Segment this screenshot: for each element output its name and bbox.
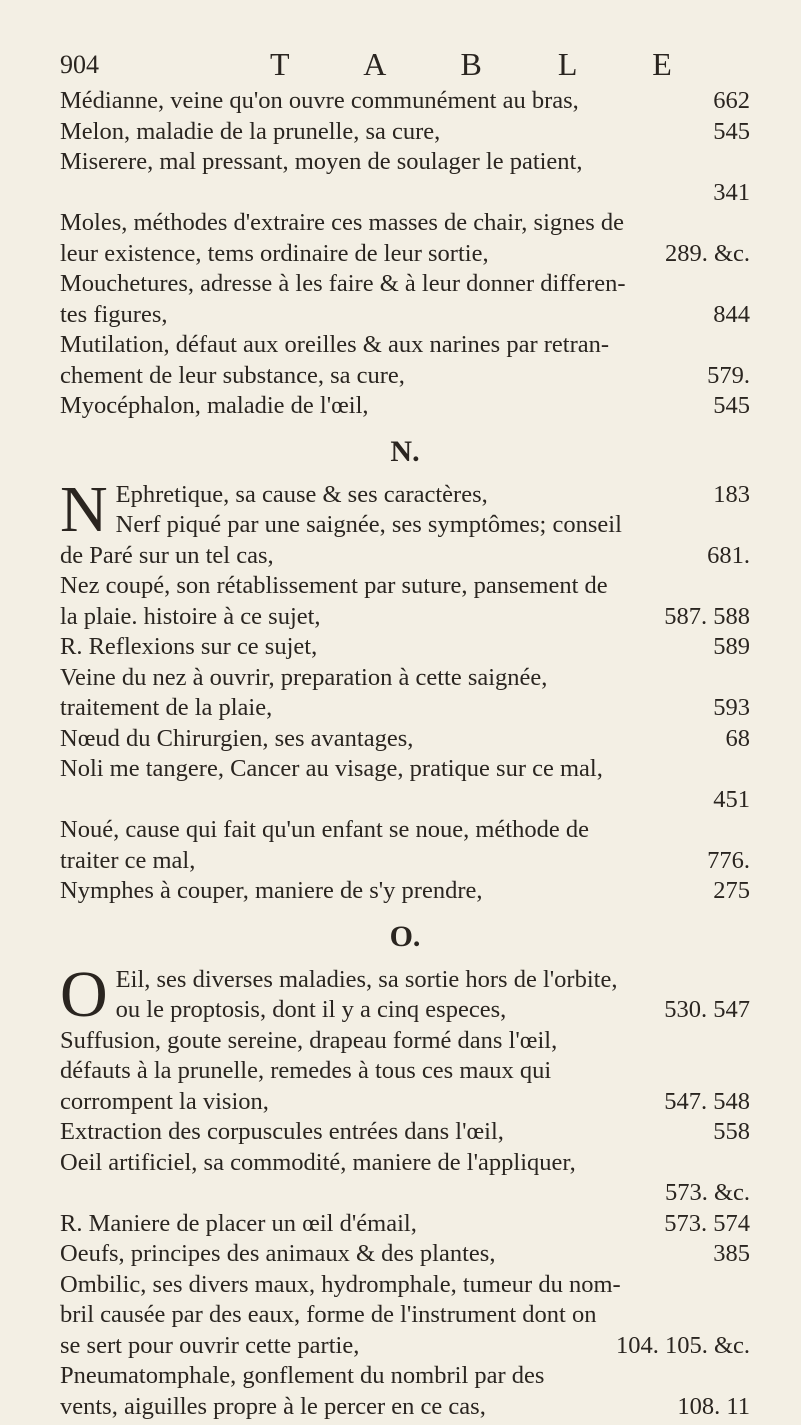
index-entry (60, 1239, 750, 1270)
entry-text: Nœud du Chirurgien, ses avantages, (60, 724, 414, 752)
entry-text: Mouchetures, adresse à les faire & à leur donner differen- (60, 270, 626, 297)
entry-text: de Paré sur un tel cas, (60, 541, 274, 569)
entry-ref: 530. 547 (664, 996, 750, 1023)
index-entry (60, 1270, 750, 1301)
index-entry (60, 361, 750, 392)
entry-text: Moles, méthodes d'extraire ces masses de chair, signes de (60, 209, 625, 236)
entry-text: Nerf piqué par une saignée, ses symptômes; conseil (115, 511, 622, 538)
index-entry (60, 391, 750, 422)
entry-ref: 385 (713, 1240, 750, 1267)
index-entry (60, 1209, 750, 1240)
entry-ref: 68 (725, 724, 750, 752)
index-entry (60, 602, 750, 633)
index-entry (60, 1087, 750, 1118)
section-letter-o: O. (389, 919, 421, 953)
index-entry (60, 117, 750, 148)
index-entry (60, 663, 750, 694)
entry-text: Noli me tangere, Cancer au visage, pratique sur ce mal, (60, 755, 603, 782)
index-entry (60, 1361, 750, 1392)
entry-ref: 108. 11 (677, 1392, 750, 1420)
entry-text: R. Reflexions sur ce sujet, (60, 633, 318, 660)
entry-text: Oeil artificiel, sa commodité, maniere de l'appliquer, (60, 1148, 576, 1176)
entry-text: Nymphes à couper, maniere de s'y prendre, (60, 877, 483, 904)
entry-text: chement de leur substance, sa cure, (60, 361, 405, 389)
index-entry (60, 1300, 750, 1331)
index-entry (60, 1056, 750, 1087)
index-entry (60, 785, 750, 816)
entry-ref: 573. &c. (664, 1179, 750, 1206)
index-entry (60, 876, 750, 907)
index-entry (60, 300, 750, 331)
entry-text: Eil, ses diverses maladies, sa sortie hors de l'orbite, (115, 965, 618, 993)
entry-ref: 579. (707, 361, 750, 389)
entry-ref: 545 (713, 117, 750, 145)
entry-text: Noué, cause qui fait qu'un enfant se noue, méthode de (60, 816, 589, 843)
index-entry (60, 1148, 750, 1179)
page-number: 904 (60, 50, 99, 79)
entry-ref: 545 (713, 392, 750, 419)
dropcap-o: O (60, 957, 108, 1031)
index-entry (60, 147, 750, 178)
index-entry (60, 239, 750, 270)
index-entry (60, 269, 750, 300)
index-entry (60, 632, 750, 663)
index-entry (60, 1392, 750, 1423)
entry-text: se sert pour ouvrir cette partie, (60, 1331, 360, 1359)
entries-m (60, 86, 750, 422)
entry-text: Ombilic, ses divers maux, hydromphale, tumeur du nom- (60, 1270, 621, 1298)
dropcap-n: N (60, 472, 108, 546)
entry-text: vents, aiguilles propre à le percer en ce cas, (60, 1392, 486, 1420)
entry-ref: 275 (713, 877, 750, 904)
index-entry (60, 178, 750, 209)
entry-ref: 341 (713, 178, 750, 206)
entry-ref: 844 (713, 300, 750, 328)
entry-ref: 547. 548 (664, 1087, 750, 1115)
entry-text: tes figures, (60, 300, 168, 328)
entry-text: Melon, maladie de la prunelle, sa cure, (60, 117, 441, 145)
index-entry (60, 1331, 750, 1362)
entry-text: défauts à la prunelle, remedes à tous ces maux qui (60, 1057, 552, 1084)
entry-text: ou le proptosis, dont il y a cinq especes, (115, 996, 507, 1023)
entry-ref: 587. 588 (664, 602, 750, 630)
index-entry (60, 724, 750, 755)
entry-text: bril causée par des eaux, forme de l'instrument dont on (60, 1301, 597, 1328)
entry-text: Myocéphalon, maladie de l'œil, (60, 392, 369, 419)
index-entry (60, 1117, 750, 1148)
entry-text: Extraction des corpuscules entrées dans l'œil, (60, 1118, 504, 1145)
index-entry (60, 541, 750, 572)
entry-text: Oeufs, principes des animaux & des plantes, (60, 1240, 496, 1267)
entries-o (60, 1026, 750, 1423)
entry-ref: 183 (713, 480, 750, 508)
entry-text: Suffusion, goute sereine, drapeau formé dans l'œil, (60, 1026, 558, 1054)
entry-text: corrompent la vision, (60, 1087, 269, 1115)
entry-oeil (60, 957, 750, 1031)
index-entry (60, 846, 750, 877)
index-entry (60, 330, 750, 361)
entry-ref: 558 (713, 1118, 750, 1145)
index-entry (60, 693, 750, 724)
entry-text: Veine du nez à ouvrir, preparation à cette saignée, (60, 663, 548, 691)
entry-ref: 289. &c. (664, 239, 750, 267)
entry-ref: 662 (713, 87, 750, 114)
index-entry (60, 754, 750, 785)
index-entry (60, 1026, 750, 1057)
entries-n (60, 541, 750, 907)
entry-text: traitement de la plaie, (60, 694, 273, 721)
entry-ref: 593 (713, 694, 750, 721)
index-entry (60, 208, 750, 239)
entry-text: la plaie. histoire à ce sujet, (60, 602, 321, 630)
entry-ref: 681. (707, 541, 750, 569)
running-title: T A B L E (270, 46, 706, 82)
entry-text: R. Maniere de placer un œil d'émail, (60, 1209, 417, 1237)
page-header (60, 46, 750, 86)
index-entry (60, 86, 750, 117)
entry-text: Ephretique, sa cause & ses caractères, (115, 480, 488, 508)
entry-text: Nez coupé, son rétablissement par suture, pansement de (60, 572, 608, 599)
entry-text: Pneumatomphale, gonflement du nombril par des (60, 1362, 545, 1389)
entry-ref: 589 (713, 633, 750, 660)
entry-text: leur existence, tems ordinaire de leur sortie, (60, 239, 489, 267)
index-entry (60, 1178, 750, 1209)
index-entry (60, 571, 750, 602)
entry-ref: 573. 574 (664, 1209, 750, 1237)
entry-text: traiter ce mal, (60, 846, 196, 874)
index-body (60, 86, 750, 1422)
index-entry (60, 815, 750, 846)
entry-nephretique (60, 472, 750, 546)
entry-ref: 451 (713, 785, 750, 813)
entry-ref: 104. 105. &c. (615, 1331, 750, 1359)
entry-text: Mutilation, défaut aux oreilles & aux narines par retran- (60, 331, 610, 358)
entry-ref: 776. (707, 846, 750, 874)
entry-text: Miserere, mal pressant, moyen de soulager le patient, (60, 148, 583, 175)
section-letter-n: N. (390, 434, 420, 468)
entry-text: Médianne, veine qu'on ouvre communément au bras, (60, 87, 579, 114)
